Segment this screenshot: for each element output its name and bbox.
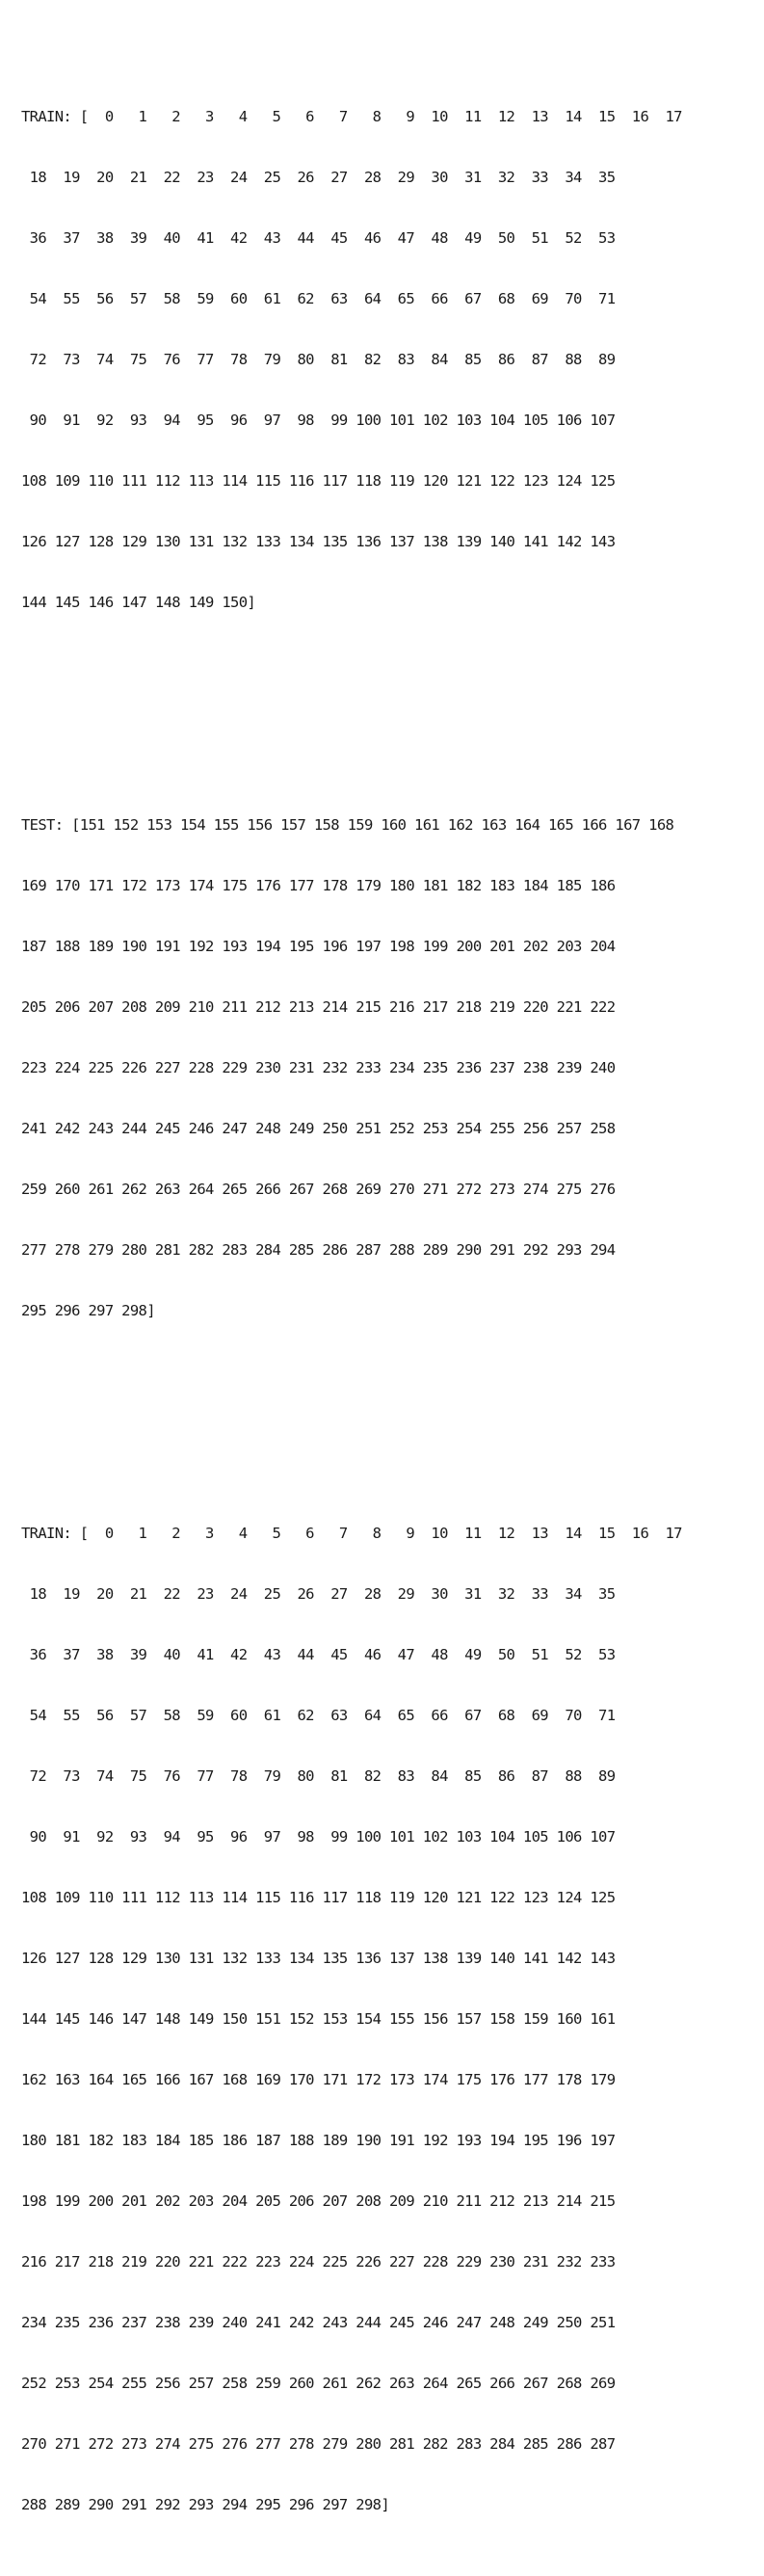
output-line: 187 188 189 190 191 192 193 194 195 196 197 198 199 200 201 202 203 204 [21,938,616,955]
output-line: 90 91 92 93 94 95 96 97 98 99 100 101 102 103 104 105 106 107 [21,1828,616,1846]
output-line: 234 235 236 237 238 239 240 241 242 243 244 245 246 247 248 249 250 251 [21,2314,616,2331]
output-line: 288 289 290 291 292 293 294 295 296 297 298] [21,2496,389,2513]
train-indices-block-2 [21,1483,761,2556]
output-line: 162 163 164 165 166 167 168 169 170 171 172 173 174 175 176 177 178 179 [21,2071,616,2088]
output-line: 241 242 243 244 245 246 247 248 249 250 251 252 253 254 255 256 257 258 [21,1120,616,1137]
output-line: 54 55 56 57 58 59 60 61 62 63 64 65 66 67 68 69 70 71 [21,1707,616,1724]
train-indices-block-1 [21,66,761,653]
output-line: 72 73 74 75 76 77 78 79 80 81 82 83 84 85 86 87 88 89 [21,1767,616,1785]
output-line: 169 170 171 172 173 174 175 176 177 178 179 180 181 182 183 184 185 186 [21,877,616,894]
output-line: 90 91 92 93 94 95 96 97 98 99 100 101 102 103 104 105 106 107 [21,412,616,429]
output-line: 216 217 218 219 220 221 222 223 224 225 226 227 228 229 230 231 232 233 [21,2253,616,2271]
output-line: 72 73 74 75 76 77 78 79 80 81 82 83 84 85 86 87 88 89 [21,351,616,368]
output-line: 270 271 272 273 274 275 276 277 278 279 280 281 282 283 284 285 286 287 [21,2435,616,2453]
output-line: 108 109 110 111 112 113 114 115 116 117 118 119 120 121 122 123 124 125 [21,472,616,490]
output-line: 126 127 128 129 130 131 132 133 134 135 136 137 138 139 140 141 142 143 [21,1950,616,1967]
output-line: 54 55 56 57 58 59 60 61 62 63 64 65 66 67 68 69 70 71 [21,290,616,307]
output-line: TRAIN: [ 0 1 2 3 4 5 6 7 8 9 10 11 12 13 14 15 16 17 [21,1525,682,1542]
output-line: 223 224 225 226 227 228 229 230 231 232 233 234 235 236 237 238 239 240 [21,1059,616,1076]
output-line: 205 206 207 208 209 210 211 212 213 214 215 216 217 218 219 220 221 222 [21,998,616,1016]
output-line: 198 199 200 201 202 203 204 205 206 207 208 209 210 211 212 213 214 215 [21,2192,616,2210]
output-line: 277 278 279 280 281 282 283 284 285 286 287 288 289 290 291 292 293 294 [21,1241,616,1259]
blank-line [21,1402,761,1422]
output-line: 144 145 146 147 148 149 150 151 152 153 154 155 156 157 158 159 160 161 [21,2010,616,2028]
output-line: TEST: [151 152 153 154 155 156 157 158 159 160 161 162 163 164 165 166 167 168 [21,816,674,834]
output-line: 252 253 254 255 256 257 258 259 260 261 262 263 264 265 266 267 268 269 [21,2375,616,2392]
output-line: 144 145 146 147 148 149 150] [21,594,256,611]
output-line: 18 19 20 21 22 23 24 25 26 27 28 29 30 31 32 33 34 35 [21,169,616,186]
test-indices-block [21,775,761,1362]
output-line: 36 37 38 39 40 41 42 43 44 45 46 47 48 49 50 51 52 53 [21,1646,616,1663]
output-line: 108 109 110 111 112 113 114 115 116 117 118 119 120 121 122 123 124 125 [21,1889,616,1906]
output-line: 180 181 182 183 184 185 186 187 188 189 190 191 192 193 194 195 196 197 [21,2132,616,2149]
output-line: 259 260 261 262 263 264 265 266 267 268 269 270 271 272 273 274 275 276 [21,1181,616,1198]
blank-line [21,694,761,714]
output-line: 36 37 38 39 40 41 42 43 44 45 46 47 48 49 50 51 52 53 [21,229,616,247]
output-line: 295 296 297 298] [21,1302,155,1319]
console-output [21,6,761,2576]
output-line: TRAIN: [ 0 1 2 3 4 5 6 7 8 9 10 11 12 13 14 15 16 17 [21,108,682,125]
output-line: 126 127 128 129 130 131 132 133 134 135 136 137 138 139 140 141 142 143 [21,533,616,550]
output-line: 18 19 20 21 22 23 24 25 26 27 28 29 30 31 32 33 34 35 [21,1585,616,1603]
